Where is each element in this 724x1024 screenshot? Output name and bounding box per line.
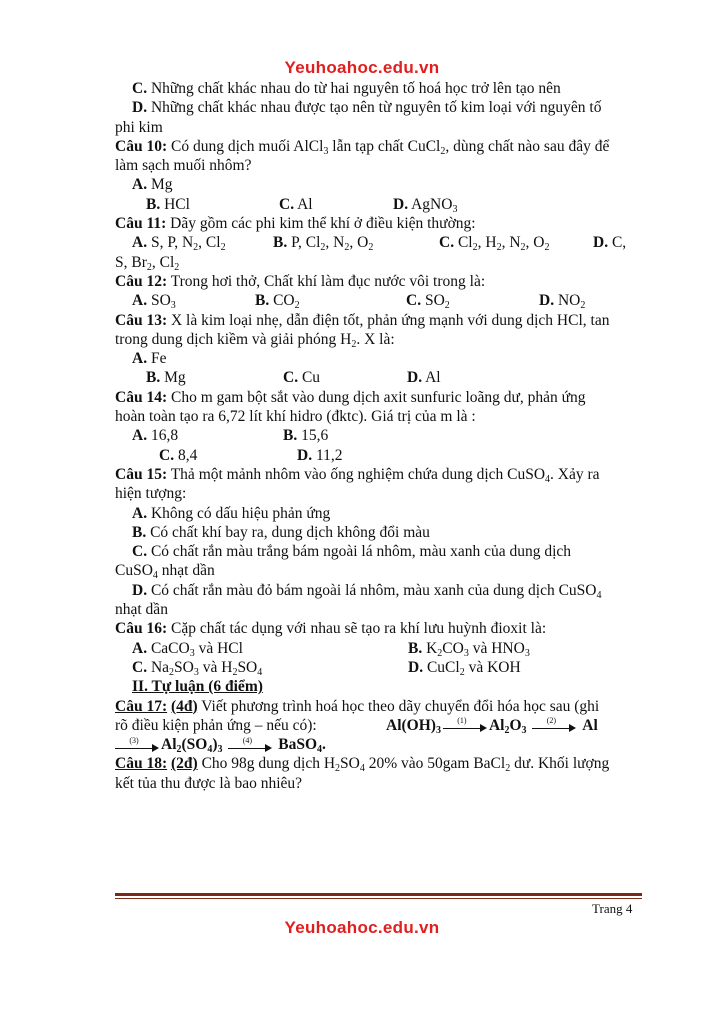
q14-options-cd: C. 8,4 D. 11,2 xyxy=(159,446,343,464)
part2-title: II. Tự luận (6 điểm) xyxy=(132,678,263,696)
q15-option-c: C. Có chất rắn màu trắng bám ngoài lá nhôm, màu xanh của dung dịch xyxy=(132,543,572,561)
q15-option-d: D. Có chất rắn màu đỏ bám ngoài lá nhôm, màu xanh của dung dịch CuSO$_4$ xyxy=(132,581,602,601)
q10-option-a: A. Mg xyxy=(132,176,173,194)
q13-question-cont: trong dung dịch kiềm và giải phóng $H_2$. X là: xyxy=(115,330,395,350)
q16-options-ab: A. CaCO$_3$ và HCl B. $K_2CO_3$ và $HNO_3$ xyxy=(132,639,530,659)
q13-options-bcd: B. Mg C. Cu D. Al xyxy=(146,369,441,387)
q9-option-c: C. Những chất khác nhau do từ hai nguyên tố hoá học trở lên tạo nên xyxy=(132,80,561,97)
q15-option-b: B. Có chất khí bay ra, dung dịch không đổi màu xyxy=(132,523,430,541)
q11-option-d-cont: S, $Br_2$, $Cl_2$ xyxy=(115,253,180,273)
q18-question-cont: kết tủa thu được là bao nhiêu? xyxy=(115,774,303,792)
footer-site-name: Yeuhoahoc.edu.vn xyxy=(284,918,440,937)
q17-question: Câu 17: (4đ) Viết phương trình hoá học theo dãy chuyển đổi hóa học sau (ghi xyxy=(115,697,600,715)
header-site-name: Yeuhoahoc.edu.vn xyxy=(284,58,440,77)
q17-chain-cont: (3) $Al_2(SO_4)_3$ (4) BaSO$_4$. xyxy=(115,735,650,754)
q12-options: A. $SO_3$ B. $CO_2$ C. $SO_2$ D. $NO_2$ xyxy=(132,292,586,312)
q16-question: Câu 16: Cặp chất tác dụng với nhau sẽ tạo ra khí lưu huỳnh đioxit là: xyxy=(115,620,547,638)
q14-question-cont: hoàn toàn tạo ra 6,72 lít khí hidro (đktc). Giá trị của m là : xyxy=(115,408,476,426)
q15-option-d-cont: nhạt dần xyxy=(115,601,168,619)
q13-option-a: A. Fe xyxy=(132,350,167,368)
q17-question-cont: rõ điều kiện phản ứng – nếu có): $Al(OH)_3$ (1) $Al_2O_3$ (2) Al xyxy=(115,716,598,736)
reaction-arrow-1: (1) xyxy=(443,720,487,732)
reaction-arrow-2: (2) xyxy=(532,720,576,732)
footer-rule-thick xyxy=(115,893,642,896)
q12-question: Câu 12: Trong hơi thở, Chất khí làm đục nước vôi trong là: xyxy=(115,272,486,290)
q13-question: Câu 13: X là kim loại nhẹ, dẫn điện tốt, phản ứng mạnh với dung dịch HCl, tan xyxy=(115,311,610,329)
q15-option-c-cont: CuSO$_4$ nhạt dần xyxy=(115,562,215,582)
q16-options-cd: C. $Na_2SO_3$ và $H_2SO_4$ D. CuCl$_2$ và KOH xyxy=(132,658,521,678)
q10-options-bcd: B. HCl C. Al D. AgNO$_3$ xyxy=(146,195,458,215)
q11-options: A. S, P, $N_2$, $Cl_2$ B. P, $Cl_2$, $N_2$, $O_2$ C. $Cl_2$, $H_2$, $N_2$, $O_2$ D. C, xyxy=(132,234,627,254)
q11-question: Câu 11: Dãy gồm các phi kim thể khí ở điều kiện thường: xyxy=(115,215,476,233)
q10-question-cont: làm sạch muối nhôm? xyxy=(115,157,252,175)
page-number: Trang 4 xyxy=(592,901,633,916)
q9-option-d: D. Những chất khác nhau được tạo nên từ nguyên tố kim loại với nguyên tố xyxy=(132,99,602,117)
reaction-arrow-3: (3) xyxy=(115,740,159,752)
q9-option-d-cont: phi kim xyxy=(115,118,163,136)
q10-question: Câu 10: Có dung dịch muối AlCl$_3$ lẫn tạp chất CuCl$_2$, dùng chất nào sau đây để xyxy=(115,137,610,157)
q14-options-ab: A. 16,8 B. 15,6 xyxy=(132,427,329,445)
reaction-arrow-4: (4) xyxy=(228,740,272,752)
footer-rule-thin xyxy=(115,898,642,899)
q18-question: Câu 18: (2đ) Cho 98g dung dịch $H_2SO_4$ 20% vào 50gam BaCl$_2$ dư. Khối lượng xyxy=(115,755,610,775)
q14-question: Câu 14: Cho m gam bột sắt vào dung dịch axit sunfuric loãng dư, phản ứng xyxy=(115,388,586,406)
q15-question-cont: hiện tượng: xyxy=(115,485,187,503)
q15-option-a: A. Không có dấu hiệu phản ứng xyxy=(132,504,331,522)
q15-question: Câu 15: Thả một mảnh nhôm vào ống nghiệm chứa dung dịch CuSO$_4$. Xảy ra xyxy=(115,465,600,485)
document-body xyxy=(115,79,650,793)
